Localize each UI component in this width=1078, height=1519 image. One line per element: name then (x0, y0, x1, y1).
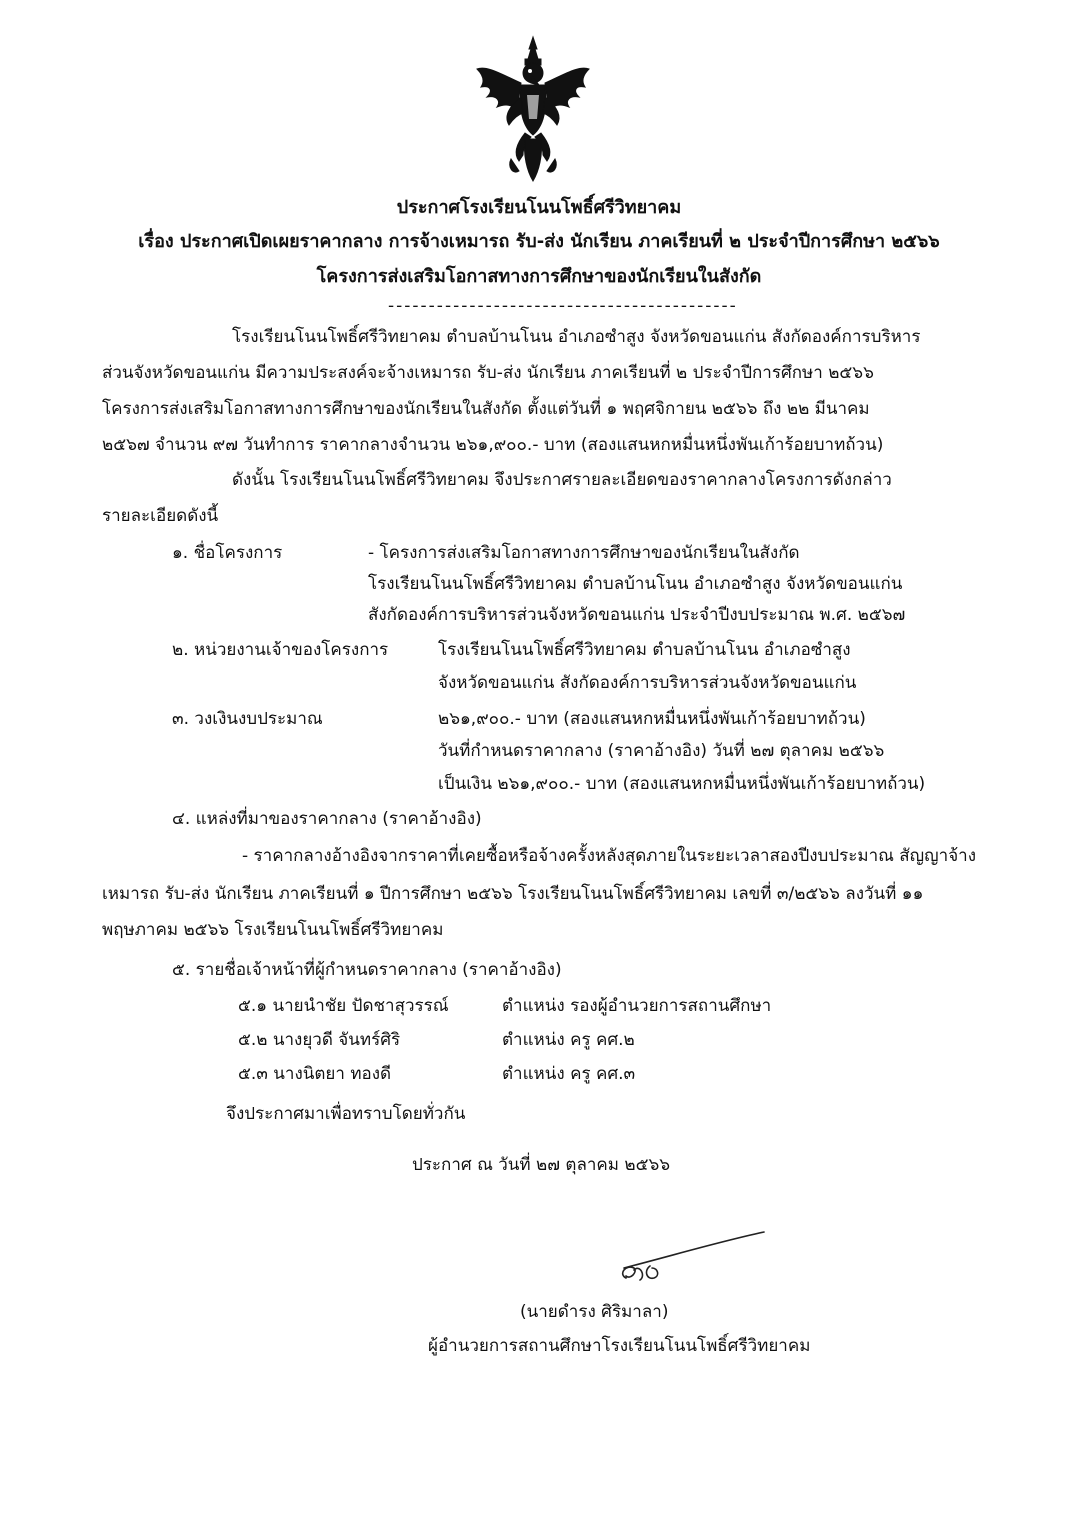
intro-line-4: ๒๕๖๗ จำนวน ๙๗ วันทำการ ราคากลางจำนวน ๒๖๑,๙๐๐.- บาท (สองแสนหกหมื่นหนึ่งพันเก้าร้อยบาทถ้วน) (102, 435, 884, 455)
closing-announcement: จึงประกาศมาเพื่อทราบโดยทั่วกัน (226, 1104, 466, 1124)
document-subject-line-2: โครงการส่งเสริมโอกาสทางการศึกษาของนักเรียนในสังกัด (316, 266, 762, 287)
item-4-line-2: เหมารถ รับ-ส่ง นักเรียน ภาคเรียนที่ ๑ ปีการศึกษา ๒๕๖๖ โรงเรียนโนนโพธิ์ศรีวิทยาคม เลขที่ ๓/๒๕๖๖ ลงวันที่ ๑๑ (102, 884, 924, 904)
official-2-position: ตำแหน่ง ครู คศ.๒ (502, 1030, 635, 1050)
document-subject-line-1: เรื่อง ประกาศเปิดเผยราคากลาง การจ้างเหมารถ รับ-ส่ง นักเรียน ภาคเรียนที่ ๒ ประจำปีการศึกษา ๒๕๖๖ (138, 231, 940, 252)
item-3-line-3: เป็นเงิน ๒๖๑,๙๐๐.- บาท (สองแสนหกหมื่นหนึ่งพันเก้าร้อยบาทถ้วน) (438, 774, 926, 794)
signer-title: ผู้อำนวยการสถานศึกษาโรงเรียนโนนโพธิ์ศรีวิทยาคม (428, 1336, 811, 1356)
item-3-line-2: วันที่กำหนดราคากลาง (ราคาอ้างอิง) วันที่ ๒๗ ตุลาคม ๒๕๖๖ (438, 741, 885, 761)
handwritten-signature-icon (568, 1218, 768, 1288)
item-3-line-1: ๒๖๑,๙๐๐.- บาท (สองแสนหกหมื่นหนึ่งพันเก้าร้อยบาทถ้วน) (438, 709, 866, 729)
item-1-line-1: - โครงการส่งเสริมโอกาสทางการศึกษาของนักเรียนในสังกัด (368, 543, 800, 563)
intro-line-1: โรงเรียนโนนโพธิ์ศรีวิทยาคม ตำบลบ้านโนน อำเภอซำสูง จังหวัดขอนแก่น สังกัดองค์การบริหาร (232, 327, 921, 347)
item-4-label: ๔. แหล่งที่มาของราคากลาง (ราคาอ้างอิง) (172, 809, 482, 829)
intro-line-2: ส่วนจังหวัดขอนแก่น มีความประสงค์จะจ้างเหมารถ รับ-ส่ง นักเรียน ภาคเรียนที่ ๒ ประจำปีการศึกษา ๒๕๖๖ (102, 363, 874, 383)
intro-line-3: โครงการส่งเสริมโอกาสทางการศึกษาของนักเรียนในสังกัด ตั้งแต่วันที่ ๑ พฤศจิกายน ๒๕๖๖ ถึง ๒๒ มีนาคม (102, 399, 870, 419)
official-2-name: ๕.๒ นางยุวดี จันทร์ศิริ (238, 1030, 401, 1050)
official-1-position: ตำแหน่ง รองผู้อำนวยการสถานศึกษา (502, 996, 772, 1016)
item-4-line-3: พฤษภาคม ๒๕๖๖ โรงเรียนโนนโพธิ์ศรีวิทยาคม (102, 920, 444, 940)
item-1-line-2: โรงเรียนโนนโพธิ์ศรีวิทยาคม ตำบลบ้านโนน อำเภอซำสูง จังหวัดขอนแก่น (368, 574, 903, 594)
official-1-name: ๕.๑ นายนำชัย ปัดชาสุวรรณ์ (238, 996, 449, 1016)
therefore-line-1: ดังนั้น โรงเรียนโนนโพธิ์ศรีวิทยาคม จึงประกาศรายละเอียดของราคากลางโครงการดังกล่าว (232, 470, 892, 490)
separator-line: ------------------------------------------- (388, 296, 738, 316)
item-2-label: ๒. หน่วยงานเจ้าของโครงการ (172, 640, 389, 660)
signer-name: (นายดำรง ศิริมาลา) (520, 1302, 669, 1322)
item-5-label: ๕. รายชื่อเจ้าหน้าที่ผู้กำหนดราคากลาง (ราคาอ้างอิง) (172, 960, 562, 980)
item-1-line-3: สังกัดองค์การบริหารส่วนจังหวัดขอนแก่น ประจำปีงบประมาณ พ.ศ. ๒๕๖๗ (368, 605, 906, 625)
official-3-position: ตำแหน่ง ครู คศ.๓ (502, 1064, 636, 1084)
document-title: ประกาศโรงเรียนโนนโพธิ์ศรีวิทยาคม (396, 197, 682, 218)
item-1-label: ๑. ชื่อโครงการ (172, 543, 283, 563)
garuda-emblem-icon (473, 35, 593, 185)
item-2-line-1: โรงเรียนโนนโพธิ์ศรีวิทยาคม ตำบลบ้านโนน อำเภอซำสูง (438, 640, 851, 660)
official-3-name: ๕.๓ นางนิตยา ทองดี (238, 1064, 392, 1084)
announcement-date: ประกาศ ณ วันที่ ๒๗ ตุลาคม ๒๕๖๖ (412, 1155, 671, 1175)
item-4-line-1: - ราคากลางอ้างอิงจากราคาที่เคยซื้อหรือจ้างครั้งหลังสุดภายในระยะเวลาสองปีงบประมาณ สัญญาจ้าง (242, 846, 977, 866)
item-3-label: ๓. วงเงินงบประมาณ (172, 709, 323, 729)
item-2-line-2: จังหวัดขอนแก่น สังกัดองค์การบริหารส่วนจังหวัดขอนแก่น (438, 673, 857, 693)
therefore-line-2: รายละเอียดดังนี้ (102, 506, 219, 526)
